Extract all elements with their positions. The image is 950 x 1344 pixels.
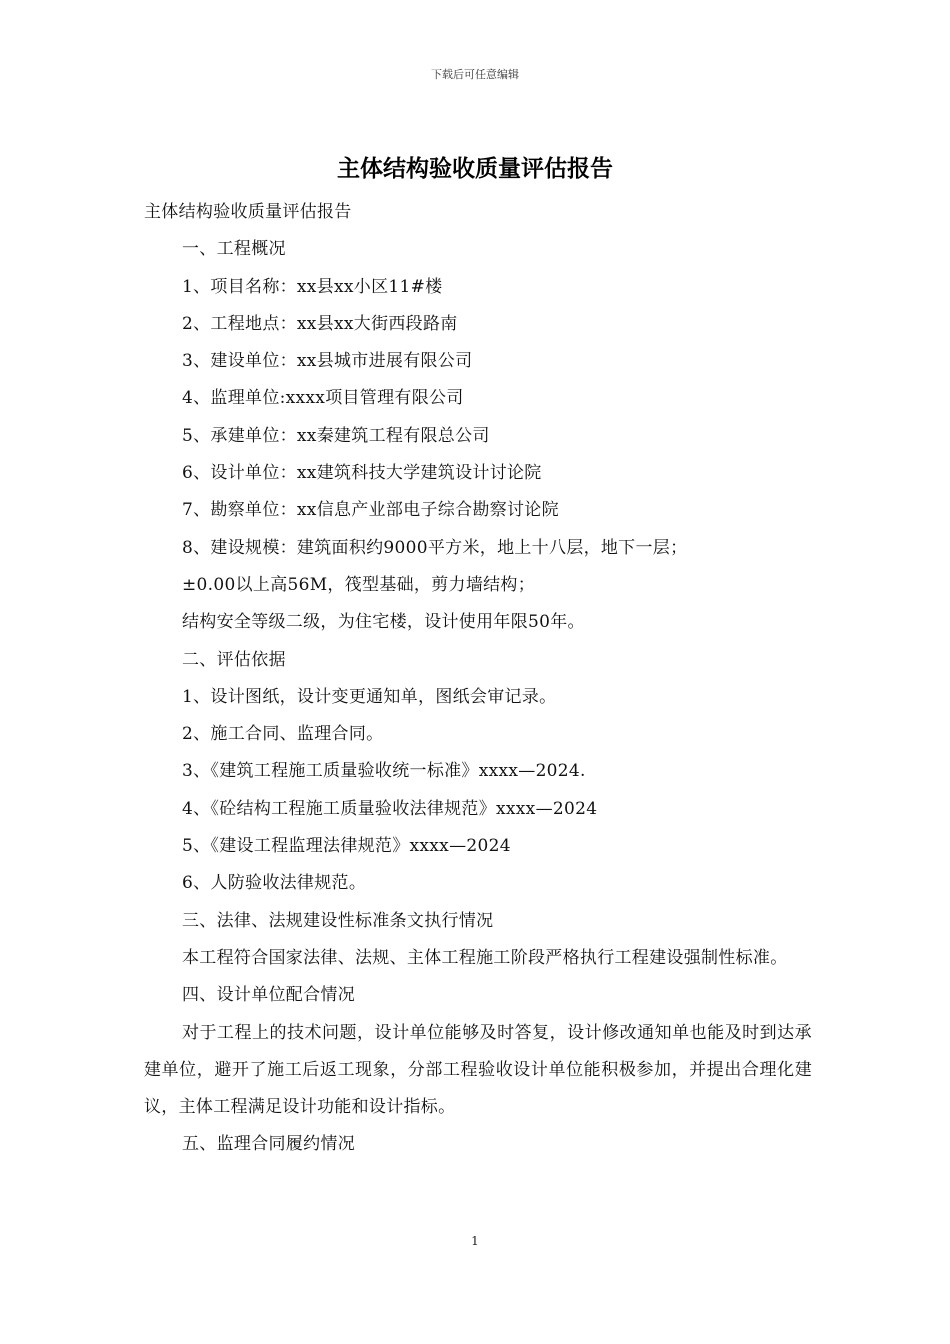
section-heading-basis: 二、评估依据 [182, 649, 286, 670]
paragraph-design-cooperation: 对于工程上的技术问题，设计单位能够及时答复，设计修改通知单也能及时到达承建单位，避开了施工后返工现象，分部工程验收设计单位能积极参加，并提出合理化建议，主体工程满足设计功能和设计指标。 [144, 1022, 812, 1118]
section-heading-design-cooperation: 四、设计单位配合情况 [182, 985, 355, 1006]
paragraph-regulations: 本工程符合国家法律、法规、主体工程施工阶段严格执行工程建设强制性标准。 [182, 947, 788, 968]
section-heading-overview: 一、工程概况 [182, 239, 286, 260]
paragraph-basis-1: 1、设计图纸，设计变更通知单，图纸会审记录。 [182, 686, 557, 707]
paragraph-safety-grade: 结构安全等级二级，为住宅楼，设计使用年限50年。 [182, 612, 585, 633]
paragraph-basis-5: 5、《建设工程监理法律规范》xxxx—2024 [182, 836, 511, 857]
paragraph-basis-6: 6、人防验收法律规范。 [182, 873, 367, 894]
paragraph-surveyor: 7、勘察单位：xx信息产业部电子综合勘察讨论院 [182, 500, 559, 521]
document-title: 主体结构验收质量评估报告 [337, 155, 613, 182]
paragraph-designer: 6、设计单位：xx建筑科技大学建筑设计讨论院 [182, 463, 542, 484]
paragraph-height-structure: ±0.00以上高56M，筏型基础，剪力墙结构； [182, 574, 536, 595]
section-heading-regulations: 三、法律、法规建设性标准条文执行情况 [182, 910, 494, 931]
paragraph-project-location: 2、工程地点：xx县xx大街西段路南 [182, 313, 458, 334]
paragraph-basis-3: 3、《建筑工程施工质量验收统一标准》xxxx—2024. [182, 761, 586, 782]
paragraph-subtitle: 主体结构验收质量评估报告 [144, 202, 352, 222]
page-number: 1 [471, 1234, 479, 1248]
section-heading-contract-performance: 五、监理合同履约情况 [182, 1134, 355, 1155]
paragraph-basis-4: 4、《砼结构工程施工质量验收法律规范》xxxx—2024 [182, 798, 598, 819]
document-body [144, 194, 812, 1164]
paragraph-basis-2: 2、施工合同、监理合同。 [182, 724, 384, 745]
paragraph-project-name: 1、项目名称：xx县xx小区11#楼 [182, 276, 443, 297]
header-note: 下载后可任意编辑 [431, 68, 519, 81]
paragraph-contractor: 5、承建单位：xx秦建筑工程有限总公司 [182, 425, 490, 446]
paragraph-supervisor: 4、监理单位:xxxx项目管理有限公司 [182, 388, 464, 409]
paragraph-developer: 3、建设单位：xx县城市进展有限公司 [182, 351, 473, 372]
paragraph-scale: 8、建设规模：建筑面积约9000平方米，地上十八层，地下一层； [182, 537, 688, 558]
